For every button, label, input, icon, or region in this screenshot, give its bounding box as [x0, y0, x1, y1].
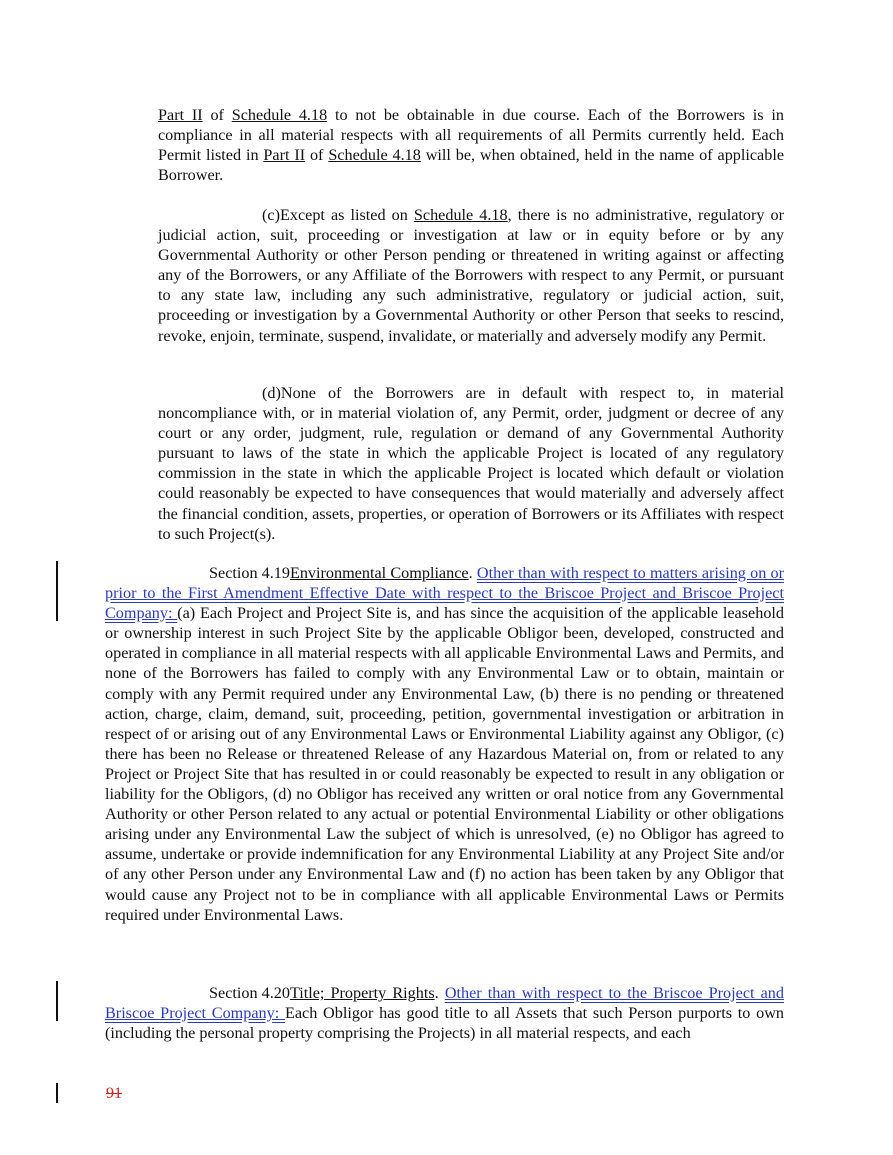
paragraph-d: [158, 383, 784, 544]
paragraph-permits-continued: [158, 105, 784, 185]
inserted-text: Other than with respect to the Briscoe Project and Briscoe Project Company:: [105, 984, 784, 1023]
ref-part-ii: Part II: [158, 106, 203, 124]
change-bar: [56, 981, 58, 1021]
ref-schedule-4-18: Schedule 4.18: [231, 106, 328, 124]
text-segment: .: [468, 564, 477, 582]
section-number: Section 4.19: [209, 564, 290, 582]
section-heading: Environmental Compliance: [289, 564, 469, 582]
text-segment: None of the Borrowers are in default with respect to, in material noncompliance with, or in material violation of, any Permit, order, judgment or decree of any court or any order, judgment, rule, regulation or demand of any Governmental Authority pursuant to laws of the state in which the applicable Project is located of any regulatory commission in the state in which the applicable Project is located which default or violation could reasonably be expected to have consequences that would materially and adversely affect the financial condition, assets, properties, or operation of Borrowers or its Affiliates with respect to such Project(s).: [158, 384, 784, 543]
paragraph-c: [158, 205, 784, 346]
clause-label-c: (c): [262, 206, 280, 224]
text-segment: will be, when obtained, held in the name of applicable Borrower.: [158, 146, 785, 185]
ref-schedule-4-18: Schedule 4.18: [328, 146, 421, 165]
inserted-text: Other than with respect to matters arising on or prior to the First Amendment Effective Date with respect to the Briscoe Project and Briscoe Project Company:: [105, 564, 785, 623]
text-segment: to not be obtainable in due course. Each of the Borrowers is in compliance in all material respects with all requirements of all Permits currently held. Each Permit listed in: [158, 106, 784, 165]
text-segment: (a) Each Project and Project Site is, and has since the acquisition of the applicable leasehold or ownership interest in such Project Site by the applicable Obligor been, developed, constructed and operated in compliance in all material respects with all applicable Environmental Laws and Permits, and none of the Borrowers has failed to comply with any Environmental Law or to obtain, maintain or comply with any Permit required under any Environmental Law, (b) there is no pending or threatened action, charge, claim, demand, suit, proceeding, petition, governmental investigation or arbitration in respect of or arising out of any Environmental Laws or Environmental Liability against any Obligor, (c) there has been no Release or threatened Release of any Hazardous Material on, from or related to any Project or Project Site that has resulted in or could reasonably be expected to result in any obligation or liability for the Obligors, (d) no Obligor has received any written or oral notice from any Governmental Authority or other Person related to any actual or potential Environmental Liability or other obligations arising under any Environmental Law the subject of which is unresolved, (e) no Obligor has agreed to assume, undertake or provide indemnification for any Environmental Liability at any Project Site and/or of any other Person under any Environmental Law and (f) no action has been taken by any Obligor that would cause any Project not to be in compliance with all applicable Environmental Laws or Permits required under Environmental Laws.: [105, 604, 785, 924]
change-bar: [56, 1083, 58, 1103]
section-4-19: [105, 563, 784, 925]
ref-schedule-4-18: Schedule 4.18: [413, 206, 508, 224]
text-segment: .: [434, 984, 445, 1002]
clause-label-d: (d): [262, 384, 281, 402]
section-4-20: [105, 983, 784, 1043]
change-bar: [56, 561, 58, 621]
text-segment: Each Obligor has good title to all Assets that such Person purports to own (including the personal property comprising the Projects) in all material respects, and each: [105, 1004, 784, 1043]
page-number: 91: [106, 1085, 122, 1102]
ref-part-ii: Part II: [263, 146, 306, 165]
text-segment: Except as listed on: [279, 206, 414, 224]
text-segment: of: [305, 146, 329, 165]
section-number: Section 4.20: [209, 984, 290, 1002]
section-heading: Title; Property Rights: [289, 984, 435, 1002]
text-segment: of: [202, 106, 232, 124]
text-segment: , there is no administrative, regulatory or judicial action, suit, proceeding or investigation at law or in equity before or by any Governmental Authority or other Person pending or threatened in writing against or affecting any of the Borrowers, or any Affiliate of the Borrowers with respect to any Permit, or pursuant to any state law, including any such administrative, regulatory or judicial action, suit, proceeding or investigation by a Governmental Authority or other Person that seeks to rescind, revoke, enjoin, terminate, suspend, invalidate, or materially and adversely modify any Permit.: [158, 206, 785, 345]
